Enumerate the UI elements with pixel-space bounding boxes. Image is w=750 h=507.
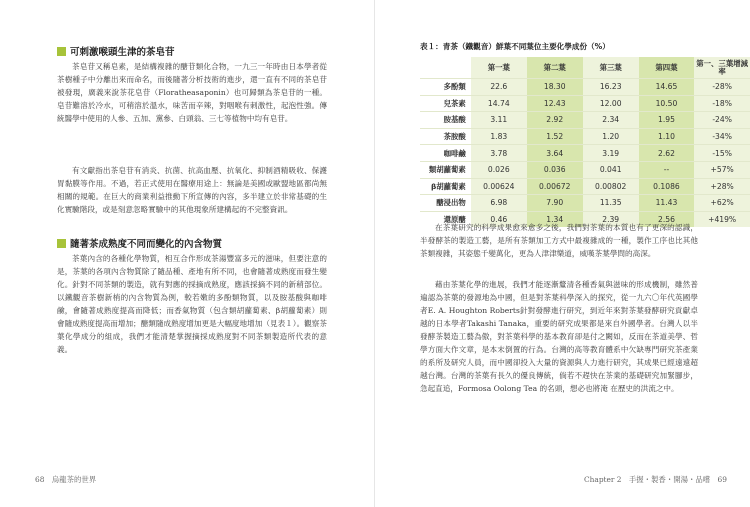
- section-title: 可刺激喉頭生津的茶皂苷: [70, 47, 175, 58]
- table-cell: 7.90: [527, 195, 583, 212]
- column-header: 第一、三葉增減率: [694, 57, 750, 79]
- composition-table: [420, 57, 750, 227]
- column-header: 第一葉: [471, 57, 527, 79]
- table-cell: 2.34: [583, 112, 639, 129]
- row-label: 咖啡鹼: [420, 145, 471, 162]
- table-cell: 11.43: [639, 195, 695, 212]
- table-cell: -34%: [694, 128, 750, 145]
- table-cell: +57%: [694, 161, 750, 178]
- row-label: 還原醣: [420, 211, 471, 227]
- table-cell: 1.52: [527, 128, 583, 145]
- table-row: [420, 112, 750, 129]
- table-cell: 12.00: [583, 95, 639, 112]
- table-cell: 0.00802: [583, 178, 639, 195]
- table-cell: 16.23: [583, 79, 639, 96]
- section-heading-maturity: [57, 236, 222, 250]
- table-cell: 22.6: [471, 79, 527, 96]
- heading-bullet-icon: [57, 47, 66, 56]
- table-cell: +28%: [694, 178, 750, 195]
- table-cell: 3.64: [527, 145, 583, 162]
- table-corner: [420, 57, 471, 79]
- section-heading-saponin: [57, 44, 175, 58]
- table-cell: 0.026: [471, 161, 527, 178]
- column-header: 第二葉: [527, 57, 583, 79]
- table-cell: +419%: [694, 211, 750, 227]
- table-cell: 3.11: [471, 112, 527, 129]
- table-cell: +62%: [694, 195, 750, 212]
- table-cell: 2.39: [583, 211, 639, 227]
- table-cell: 11.35: [583, 195, 639, 212]
- paragraph: 茶葉內含的各種化學物質，相互合作形成茶湯豐富多元的滋味，但要注意的是，茶葉的各項內含物質除了隨品種、產地有所不同，也會隨著成熟度而發生變化。針對不同茶類的製造，就有對應的採摘成熟度，應該採摘不同的新稍部位。以鐵觀音茶樹新梢的內含物質為例，較若嫩的多酚類物質，以及胺基酸與咖啡鹼，會隨著成熟度提高而降低；而香氣物質（包含類胡蘿蔔素、β胡蘿蔔素）則會隨成熟度提高而增加；醣類隨成熟度增加更是大幅度地增加（見表１）。觀察茶葉化學成分的組成，我們才能清楚掌握摘採成熟度對不同茶類製造所代表的意義。: [57, 254, 327, 354]
- table-row: [420, 95, 750, 112]
- row-label: 醣浸出物: [420, 195, 471, 212]
- table-cell: 1.34: [527, 211, 583, 227]
- table-cell: 0.46: [471, 211, 527, 227]
- table-cell: 1.95: [639, 112, 695, 129]
- table-cell: -28%: [694, 79, 750, 96]
- table-cell: 10.50: [639, 95, 695, 112]
- table-cell: 1.10: [639, 128, 695, 145]
- table-row: [420, 79, 750, 96]
- table-row: [420, 161, 750, 178]
- table-cell: 0.1086: [639, 178, 695, 195]
- table-caption: 表１：青茶（鐵觀音）鮮葉不同葉位主要化學成份（%）: [420, 42, 610, 51]
- paragraph: 茶皂苷又稱皂素，是結構複雜的醣苷類化合物，一九三一年時由日本學者從茶樹種子中分離出來而命名，而後隨著分析技術的進步，還一直有不同的茶皂苷被發現，廣義來說茶花皂苷（Floratheasaponin）也可歸類為茶皂苷的一種。皂苷難溶於冷水，可稍溶於溫水，味苦而辛辣，對咽喉有刺激性，起泡性強。傳統醫學中使用的人參、五加、黨參、白頭翁、三七等植物中均有皂苷。: [57, 62, 327, 123]
- table-row: [420, 145, 750, 162]
- table-header-row: [420, 57, 750, 79]
- table-cell: 1.20: [583, 128, 639, 145]
- table-row: [420, 128, 750, 145]
- table-cell: 14.74: [471, 95, 527, 112]
- heading-bullet-icon: [57, 239, 66, 248]
- table-cell: 6.98: [471, 195, 527, 212]
- column-header: 第三葉: [583, 57, 639, 79]
- table-cell: --: [639, 161, 695, 178]
- table-cell: 0.00672: [527, 178, 583, 195]
- table-cell: -18%: [694, 95, 750, 112]
- row-label: β胡蘿蔔素: [420, 178, 471, 195]
- table-cell: 2.92: [527, 112, 583, 129]
- table-cell: 0.036: [527, 161, 583, 178]
- table-cell: 0.00624: [471, 178, 527, 195]
- row-label: 多酚類: [420, 79, 471, 96]
- table-cell: 3.19: [583, 145, 639, 162]
- table-row: [420, 195, 750, 212]
- paragraph: 藉由茶葉化學的進展，我們才能逐漸釐清各種香氣與滋味的形成機制，雖然普遍認為茶葉的發源地為中國，但是對茶葉科學深入的探究，從一九六〇年代英國學者E. A. Houghton Roberts針對發酵進行研究，到近年來對茶葉發酵研究貢獻卓越的日本學者Takashi Tanaka，重要的研究成果都是來自外國學者。台灣人以半發酵茶製造工藝為傲，對茶葉科學的基本教育卻是付之闕如，反而在茶道美學、哲學方面大作文章，是本末倒置的行為。台灣的高等教育體系中欠缺專門研究茶產業的系所及研究人員，而中國卻投入大量的資源與人力進行研究，其成果已經遠遠超越台灣。台灣的茶葉有長久的優良傳統，倘若不趕快在茶業的基礎研究加緊腳步，急起直追，Formosa Oolong Tea 的名頭，想必也將淹 在歷史的洪流之中。: [420, 280, 698, 393]
- table-row: [420, 178, 750, 195]
- table-cell: 3.78: [471, 145, 527, 162]
- page-footer-left: 68 烏龍茶的世界: [35, 475, 97, 484]
- table-cell: 1.83: [471, 128, 527, 145]
- table-cell: 14.65: [639, 79, 695, 96]
- table-cell: 12.43: [527, 95, 583, 112]
- row-label: 類胡蘿蔔素: [420, 161, 471, 178]
- table-cell: 2.56: [639, 211, 695, 227]
- row-label: 茶胺酸: [420, 128, 471, 145]
- section-title: 隨著茶成熟度不同而變化的內含物質: [70, 239, 223, 250]
- paragraph: 有文獻指出茶皂苷有消炎、抗菌、抗高血壓、抗氧化、抑制酒精吸收、保護胃黏膜等作用。不過，若正式使用在醫療用途上：無論是美國或歐盟地區都尚無相關的規範。在巨大的商業利益推動下所宣傳的內容，多半建立於非常基礎的生化實驗階段，或是刻意忽略實驗中的其他現象所建構起的不完整資訊。: [57, 166, 327, 214]
- table-cell: -24%: [694, 112, 750, 129]
- row-label: 兒茶素: [420, 95, 471, 112]
- page-footer-right: Chapter 2 手握・製香・開湯・品嚐 69: [584, 475, 727, 484]
- table-cell: 18.30: [527, 79, 583, 96]
- table-cell: 2.62: [639, 145, 695, 162]
- row-label: 胺基酸: [420, 112, 471, 129]
- paragraph: 在茶葉研究的科學成果愈來愈多之後，我們對茶葉的本質也有了更深的認識，半發酵茶的製造工藝，是所有茶類加工方式中最複雜成的一種，製作工序也比其他茶類複雜，其姿態千變萬化，更為人津津樂道，威嘆茶葉學問的高深。: [420, 223, 698, 258]
- column-header: 第四葉: [639, 57, 695, 79]
- table-cell: -15%: [694, 145, 750, 162]
- table-cell: 0.041: [583, 161, 639, 178]
